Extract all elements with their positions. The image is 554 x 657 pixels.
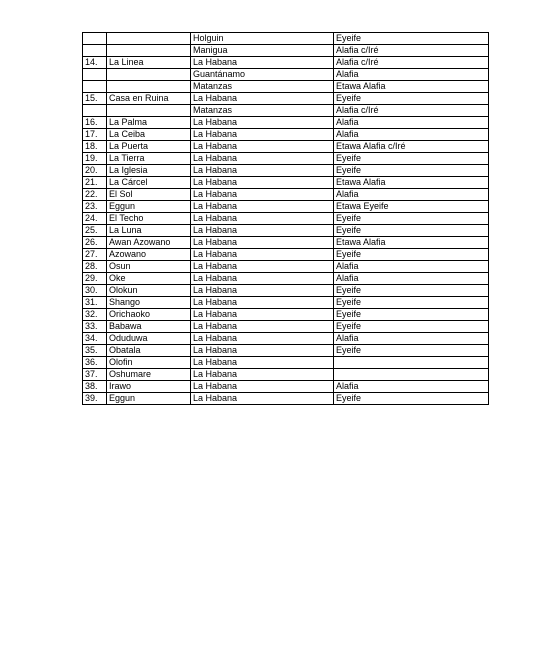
- place-cell: La Habana: [191, 309, 334, 321]
- table-row: [83, 237, 489, 249]
- table-row: [83, 249, 489, 261]
- result-cell: Alafia c/Iré: [334, 45, 489, 57]
- place-cell: La Habana: [191, 321, 334, 333]
- result-cell: Eyeife: [334, 393, 489, 405]
- item-name-cell: [107, 69, 191, 81]
- row-number-cell: 18.: [83, 141, 107, 153]
- place-cell: La Habana: [191, 249, 334, 261]
- table-row: [83, 213, 489, 225]
- row-number-cell: 37.: [83, 369, 107, 381]
- table-row: [83, 177, 489, 189]
- place-cell: La Habana: [191, 333, 334, 345]
- item-name-cell: La Tierra: [107, 153, 191, 165]
- result-cell: Eyeife: [334, 297, 489, 309]
- result-cell: [334, 369, 489, 381]
- row-number-cell: 15.: [83, 93, 107, 105]
- row-number-cell: 39.: [83, 393, 107, 405]
- table-row: [83, 333, 489, 345]
- row-number-cell: 17.: [83, 129, 107, 141]
- item-name-cell: Casa en Ruina: [107, 93, 191, 105]
- row-number-cell: 25.: [83, 225, 107, 237]
- result-cell: Etawa Alafia: [334, 177, 489, 189]
- row-number-cell: 23.: [83, 201, 107, 213]
- place-cell: Holguin: [191, 33, 334, 45]
- place-cell: Matanzas: [191, 105, 334, 117]
- row-number-cell: 35.: [83, 345, 107, 357]
- result-cell: Alafia: [334, 69, 489, 81]
- item-name-cell: [107, 105, 191, 117]
- row-number-cell: 19.: [83, 153, 107, 165]
- row-number-cell: 22.: [83, 189, 107, 201]
- result-cell: Alafia c/Iré: [334, 57, 489, 69]
- result-cell: Alafia: [334, 261, 489, 273]
- result-cell: Eyeife: [334, 249, 489, 261]
- item-name-cell: Olokun: [107, 285, 191, 297]
- table-row: [83, 345, 489, 357]
- item-name-cell: [107, 33, 191, 45]
- place-cell: La Habana: [191, 357, 334, 369]
- table-row: [83, 285, 489, 297]
- item-name-cell: Olofin: [107, 357, 191, 369]
- result-cell: Eyeife: [334, 225, 489, 237]
- row-number-cell: 24.: [83, 213, 107, 225]
- place-cell: La Habana: [191, 237, 334, 249]
- place-cell: La Habana: [191, 189, 334, 201]
- table-row: [83, 357, 489, 369]
- item-name-cell: Eggun: [107, 201, 191, 213]
- table-row: [83, 57, 489, 69]
- result-cell: Etawa Alafia: [334, 237, 489, 249]
- place-cell: La Habana: [191, 345, 334, 357]
- item-name-cell: La Luna: [107, 225, 191, 237]
- result-cell: Eyeife: [334, 285, 489, 297]
- row-number-cell: 14.: [83, 57, 107, 69]
- item-name-cell: Oshumare: [107, 369, 191, 381]
- result-cell: Eyeife: [334, 33, 489, 45]
- item-name-cell: Oke: [107, 273, 191, 285]
- result-cell: Alafia c/Iré: [334, 105, 489, 117]
- row-number-cell: [83, 33, 107, 45]
- table-row: [83, 141, 489, 153]
- table-row: [83, 129, 489, 141]
- table-row: [83, 189, 489, 201]
- table-row: [83, 33, 489, 45]
- table-row: [83, 117, 489, 129]
- table-row: [83, 105, 489, 117]
- table-row: [83, 393, 489, 405]
- item-name-cell: Azowano: [107, 249, 191, 261]
- result-cell: Alafia: [334, 333, 489, 345]
- place-cell: La Habana: [191, 297, 334, 309]
- place-cell: La Habana: [191, 141, 334, 153]
- table-row: [83, 321, 489, 333]
- item-name-cell: Babawa: [107, 321, 191, 333]
- place-cell: La Habana: [191, 285, 334, 297]
- item-name-cell: [107, 45, 191, 57]
- table-row: [83, 369, 489, 381]
- row-number-cell: 21.: [83, 177, 107, 189]
- place-cell: La Habana: [191, 57, 334, 69]
- result-cell: Eyeife: [334, 321, 489, 333]
- table-row: [83, 309, 489, 321]
- item-name-cell: Osun: [107, 261, 191, 273]
- result-cell: Alafia: [334, 129, 489, 141]
- result-cell: Alafia: [334, 381, 489, 393]
- row-number-cell: 16.: [83, 117, 107, 129]
- place-cell: Matanzas: [191, 81, 334, 93]
- item-name-cell: [107, 81, 191, 93]
- item-name-cell: La Iglesia: [107, 165, 191, 177]
- row-number-cell: 32.: [83, 309, 107, 321]
- item-name-cell: El Sol: [107, 189, 191, 201]
- table-row: [83, 93, 489, 105]
- result-cell: Eyeife: [334, 153, 489, 165]
- place-cell: La Habana: [191, 213, 334, 225]
- item-name-cell: El Techo: [107, 213, 191, 225]
- table-row: [83, 81, 489, 93]
- table-row: [83, 201, 489, 213]
- row-number-cell: [83, 105, 107, 117]
- row-number-cell: 20.: [83, 165, 107, 177]
- result-cell: Eyeife: [334, 213, 489, 225]
- item-name-cell: Irawo: [107, 381, 191, 393]
- row-number-cell: 33.: [83, 321, 107, 333]
- place-cell: La Habana: [191, 201, 334, 213]
- result-cell: Etawa Alafia c/Iré: [334, 141, 489, 153]
- place-cell: La Habana: [191, 261, 334, 273]
- place-cell: La Habana: [191, 153, 334, 165]
- item-name-cell: Shango: [107, 297, 191, 309]
- row-number-cell: 31.: [83, 297, 107, 309]
- table-row: [83, 297, 489, 309]
- table-row: [83, 273, 489, 285]
- place-cell: La Habana: [191, 393, 334, 405]
- place-cell: La Habana: [191, 117, 334, 129]
- item-name-cell: Obatala: [107, 345, 191, 357]
- place-cell: La Habana: [191, 381, 334, 393]
- item-name-cell: La Palma: [107, 117, 191, 129]
- result-cell: Etawa Eyeife: [334, 201, 489, 213]
- result-cell: Eyeife: [334, 165, 489, 177]
- item-name-cell: Awan Azowano: [107, 237, 191, 249]
- result-cell: Alafia: [334, 117, 489, 129]
- table-row: [83, 45, 489, 57]
- row-number-cell: 30.: [83, 285, 107, 297]
- table-row: [83, 165, 489, 177]
- result-cell: Eyeife: [334, 93, 489, 105]
- place-cell: La Habana: [191, 177, 334, 189]
- result-cell: Alafia: [334, 273, 489, 285]
- table-row: [83, 69, 489, 81]
- table-body: [83, 33, 489, 405]
- item-name-cell: Orichaoko: [107, 309, 191, 321]
- place-cell: La Habana: [191, 165, 334, 177]
- row-number-cell: 36.: [83, 357, 107, 369]
- item-name-cell: Eggun: [107, 393, 191, 405]
- table-row: [83, 381, 489, 393]
- table-row: [83, 153, 489, 165]
- item-name-cell: La Ceiba: [107, 129, 191, 141]
- item-name-cell: La Puerta: [107, 141, 191, 153]
- row-number-cell: 38.: [83, 381, 107, 393]
- table-row: [83, 261, 489, 273]
- place-cell: Manigua: [191, 45, 334, 57]
- item-name-cell: La Cárcel: [107, 177, 191, 189]
- result-cell: Etawa Alafia: [334, 81, 489, 93]
- item-name-cell: La Linea: [107, 57, 191, 69]
- place-cell: Guantánamo: [191, 69, 334, 81]
- row-number-cell: 34.: [83, 333, 107, 345]
- table-row: [83, 225, 489, 237]
- result-cell: Eyeife: [334, 345, 489, 357]
- place-cell: La Habana: [191, 225, 334, 237]
- result-cell: Alafia: [334, 189, 489, 201]
- row-number-cell: 29.: [83, 273, 107, 285]
- row-number-cell: [83, 69, 107, 81]
- place-cell: La Habana: [191, 93, 334, 105]
- row-number-cell: [83, 81, 107, 93]
- row-number-cell: 26.: [83, 237, 107, 249]
- row-number-cell: [83, 45, 107, 57]
- place-cell: La Habana: [191, 129, 334, 141]
- divination-table: [82, 32, 489, 405]
- row-number-cell: 27.: [83, 249, 107, 261]
- place-cell: La Habana: [191, 369, 334, 381]
- result-cell: [334, 357, 489, 369]
- result-cell: Eyeife: [334, 309, 489, 321]
- place-cell: La Habana: [191, 273, 334, 285]
- row-number-cell: 28.: [83, 261, 107, 273]
- item-name-cell: Oduduwa: [107, 333, 191, 345]
